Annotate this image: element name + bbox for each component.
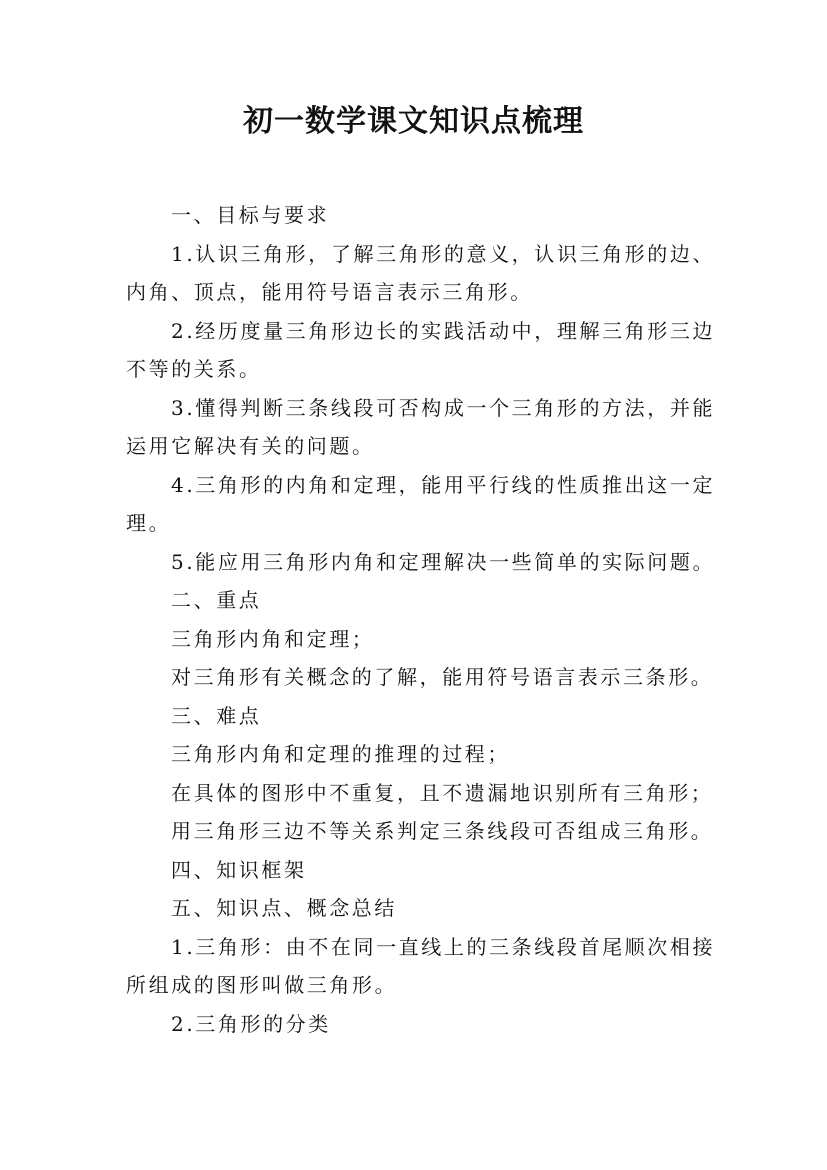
text-line: 三、难点 — [171, 703, 262, 728]
document-body — [126, 196, 716, 1043]
text-line: 理。 — [126, 511, 172, 535]
text-line: 3.懂得判断三条线段可否构成一个三角形的方法，并能 — [171, 395, 716, 420]
text-line: 一、目标与要求 — [171, 203, 330, 227]
text-line: 四、知识框架 — [171, 857, 307, 882]
text-line: 运用它解决有关的问题。 — [126, 434, 375, 458]
text-line: 在具体的图形中不重复，且不遗漏地识别所有三角形； — [171, 780, 714, 805]
text-line: 5.能应用三角形内角和定理解决一些简单的实际问题。 — [171, 549, 716, 574]
text-line: 1.认识三角形，了解三角形的意义，认识三角形的边、 — [171, 241, 716, 266]
text-line: 不等的关系。 — [126, 357, 262, 381]
text-line: 2.经历度量三角形边长的实践活动中，理解三角形三边 — [171, 318, 716, 343]
text-line: 用三角形三边不等关系判定三条线段可否组成三角形。 — [171, 819, 714, 843]
text-line: 对三角形有关概念的了解，能用符号语言表示三条形。 — [171, 665, 714, 689]
text-line: 2.三角形的分类 — [171, 1011, 331, 1036]
document-title: 初一数学课文知识点梳理 — [243, 104, 584, 139]
text-line: 4.三角形的内角和定理，能用平行线的性质推出这一定 — [171, 472, 716, 497]
text-line: 所组成的图形叫做三角形。 — [126, 973, 398, 997]
text-line: 内角、顶点，能用符号语言表示三角形。 — [126, 280, 533, 304]
text-line: 五、知识点、概念总结 — [171, 896, 397, 920]
text-line: 1.三角形：由不在同一直线上的三条线段首尾顺次相接 — [171, 934, 716, 959]
text-line: 三角形内角和定理的推理的过程； — [171, 742, 510, 766]
text-line: 三角形内角和定理； — [171, 626, 375, 651]
text-line: 二、重点 — [171, 588, 262, 612]
